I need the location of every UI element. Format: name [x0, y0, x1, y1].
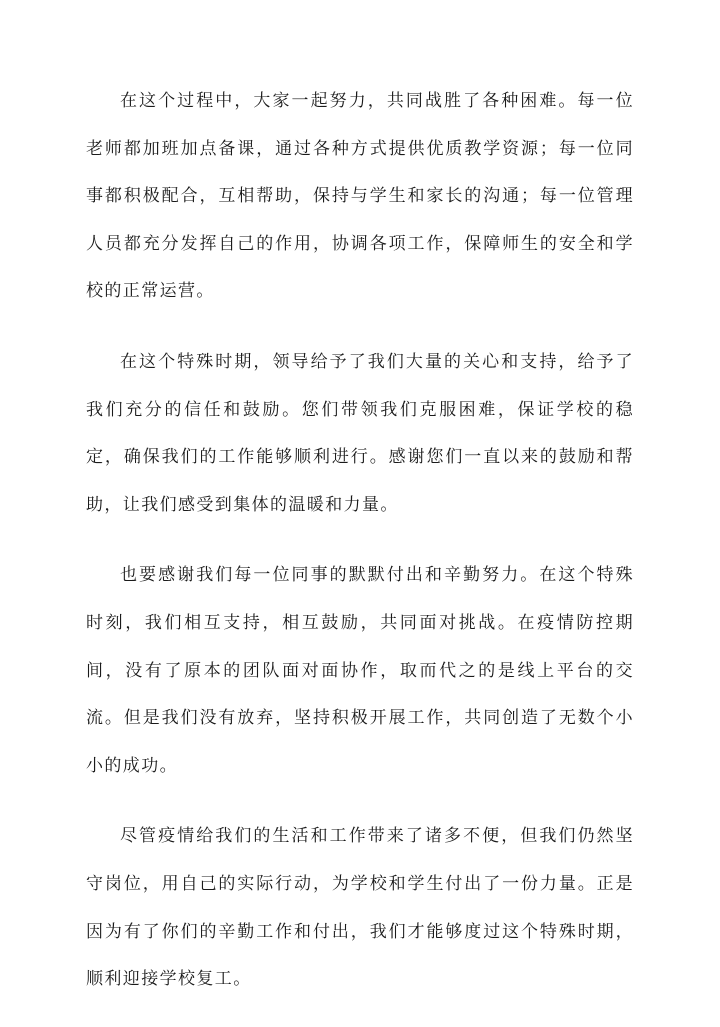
paragraph-1: 在这个过程中，大家一起努力，共同战胜了各种困难。每一位老师都加班加点备课，通过各种方式提供优质教学资源；每一位同事都积极配合，互相帮助，保持与学生和家长的沟通；每一位管理人员都充分发挥自己的作用，协调各项工作，保障师生的安全和学校的正常运营。: [86, 91, 634, 302]
document-body: [86, 78, 634, 1027]
paragraph-3: 也要感谢我们每一位同事的默默付出和辛勤努力。在这个特殊时刻，我们相互支持，相互鼓励，共同面对挑战。在疫情防控期间，没有了原本的团队面对面协作，取而代之的是线上平台的交流。但是我们没有放弃，坚持积极开展工作，共同创造了无数个小小的成功。: [86, 565, 634, 776]
paragraph-2: 在这个特殊时期，领导给予了我们大量的关心和支持，给予了我们充分的信任和鼓励。您们带领我们克服困难，保证学校的稳定，确保我们的工作能够顺利进行。感谢您们一直以来的鼓励和帮助，让我们感受到集体的温暖和力量。: [86, 351, 634, 515]
paragraph-4: 尽管疫情给我们的生活和工作带来了诸多不便，但我们仍然坚守岗位，用自己的实际行动，为学校和学生付出了一份力量。正是因为有了你们的辛勤工作和付出，我们才能够度过这个特殊时期，顺利迎接学校复工。: [86, 826, 634, 990]
